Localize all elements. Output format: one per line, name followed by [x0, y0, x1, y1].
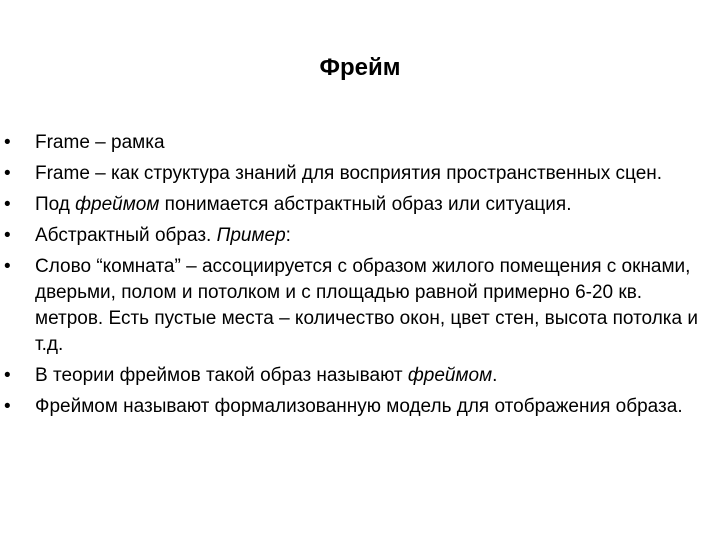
bullet-dot-icon: •	[4, 194, 11, 215]
bullet-text: Слово “комната” – ассоциируется с образом жилого помещения с окнами, дверьми, полом и потолком и с площадью равной примерно 6-20 кв. метров. Есть пустые места – количество окон, цвет стен, высота потолка и т.д.	[35, 256, 698, 355]
bullet-item	[0, 223, 720, 249]
bullet-dot-icon: •	[4, 163, 11, 184]
bullet-text: :	[285, 225, 291, 246]
bullet-text: Frame – как структура знаний для восприятия пространственных сцен.	[35, 163, 663, 184]
bullet-item	[0, 363, 720, 389]
bullet-list	[0, 130, 720, 425]
bullet-item	[0, 254, 720, 358]
bullet-dot-icon: •	[4, 132, 11, 153]
bullet-dot-icon: •	[4, 365, 11, 386]
bullet-emphasis: фреймом	[407, 365, 493, 386]
bullet-dot-icon: •	[4, 225, 11, 246]
slide-title: Фрейм	[319, 54, 401, 81]
bullet-item	[0, 130, 720, 156]
bullet-item	[0, 161, 720, 187]
bullet-text: Абстрактный образ.	[35, 225, 217, 246]
bullet-text: .	[492, 365, 498, 386]
bullet-item	[0, 394, 720, 420]
bullet-text: Frame – рамка	[35, 132, 165, 153]
bullet-item	[0, 192, 720, 218]
bullet-emphasis: Пример	[216, 225, 286, 246]
bullet-dot-icon: •	[4, 256, 11, 277]
bullet-dot-icon: •	[4, 396, 11, 417]
bullet-text: Фреймом называют формализованную модель для отображения образа.	[35, 396, 683, 417]
bullet-emphasis: фреймом	[75, 194, 160, 215]
bullet-text: Под	[35, 194, 76, 215]
bullet-text: понимается абстрактный образ или ситуация.	[159, 194, 572, 215]
bullet-text: В теории фреймов такой образ называют	[35, 365, 408, 386]
